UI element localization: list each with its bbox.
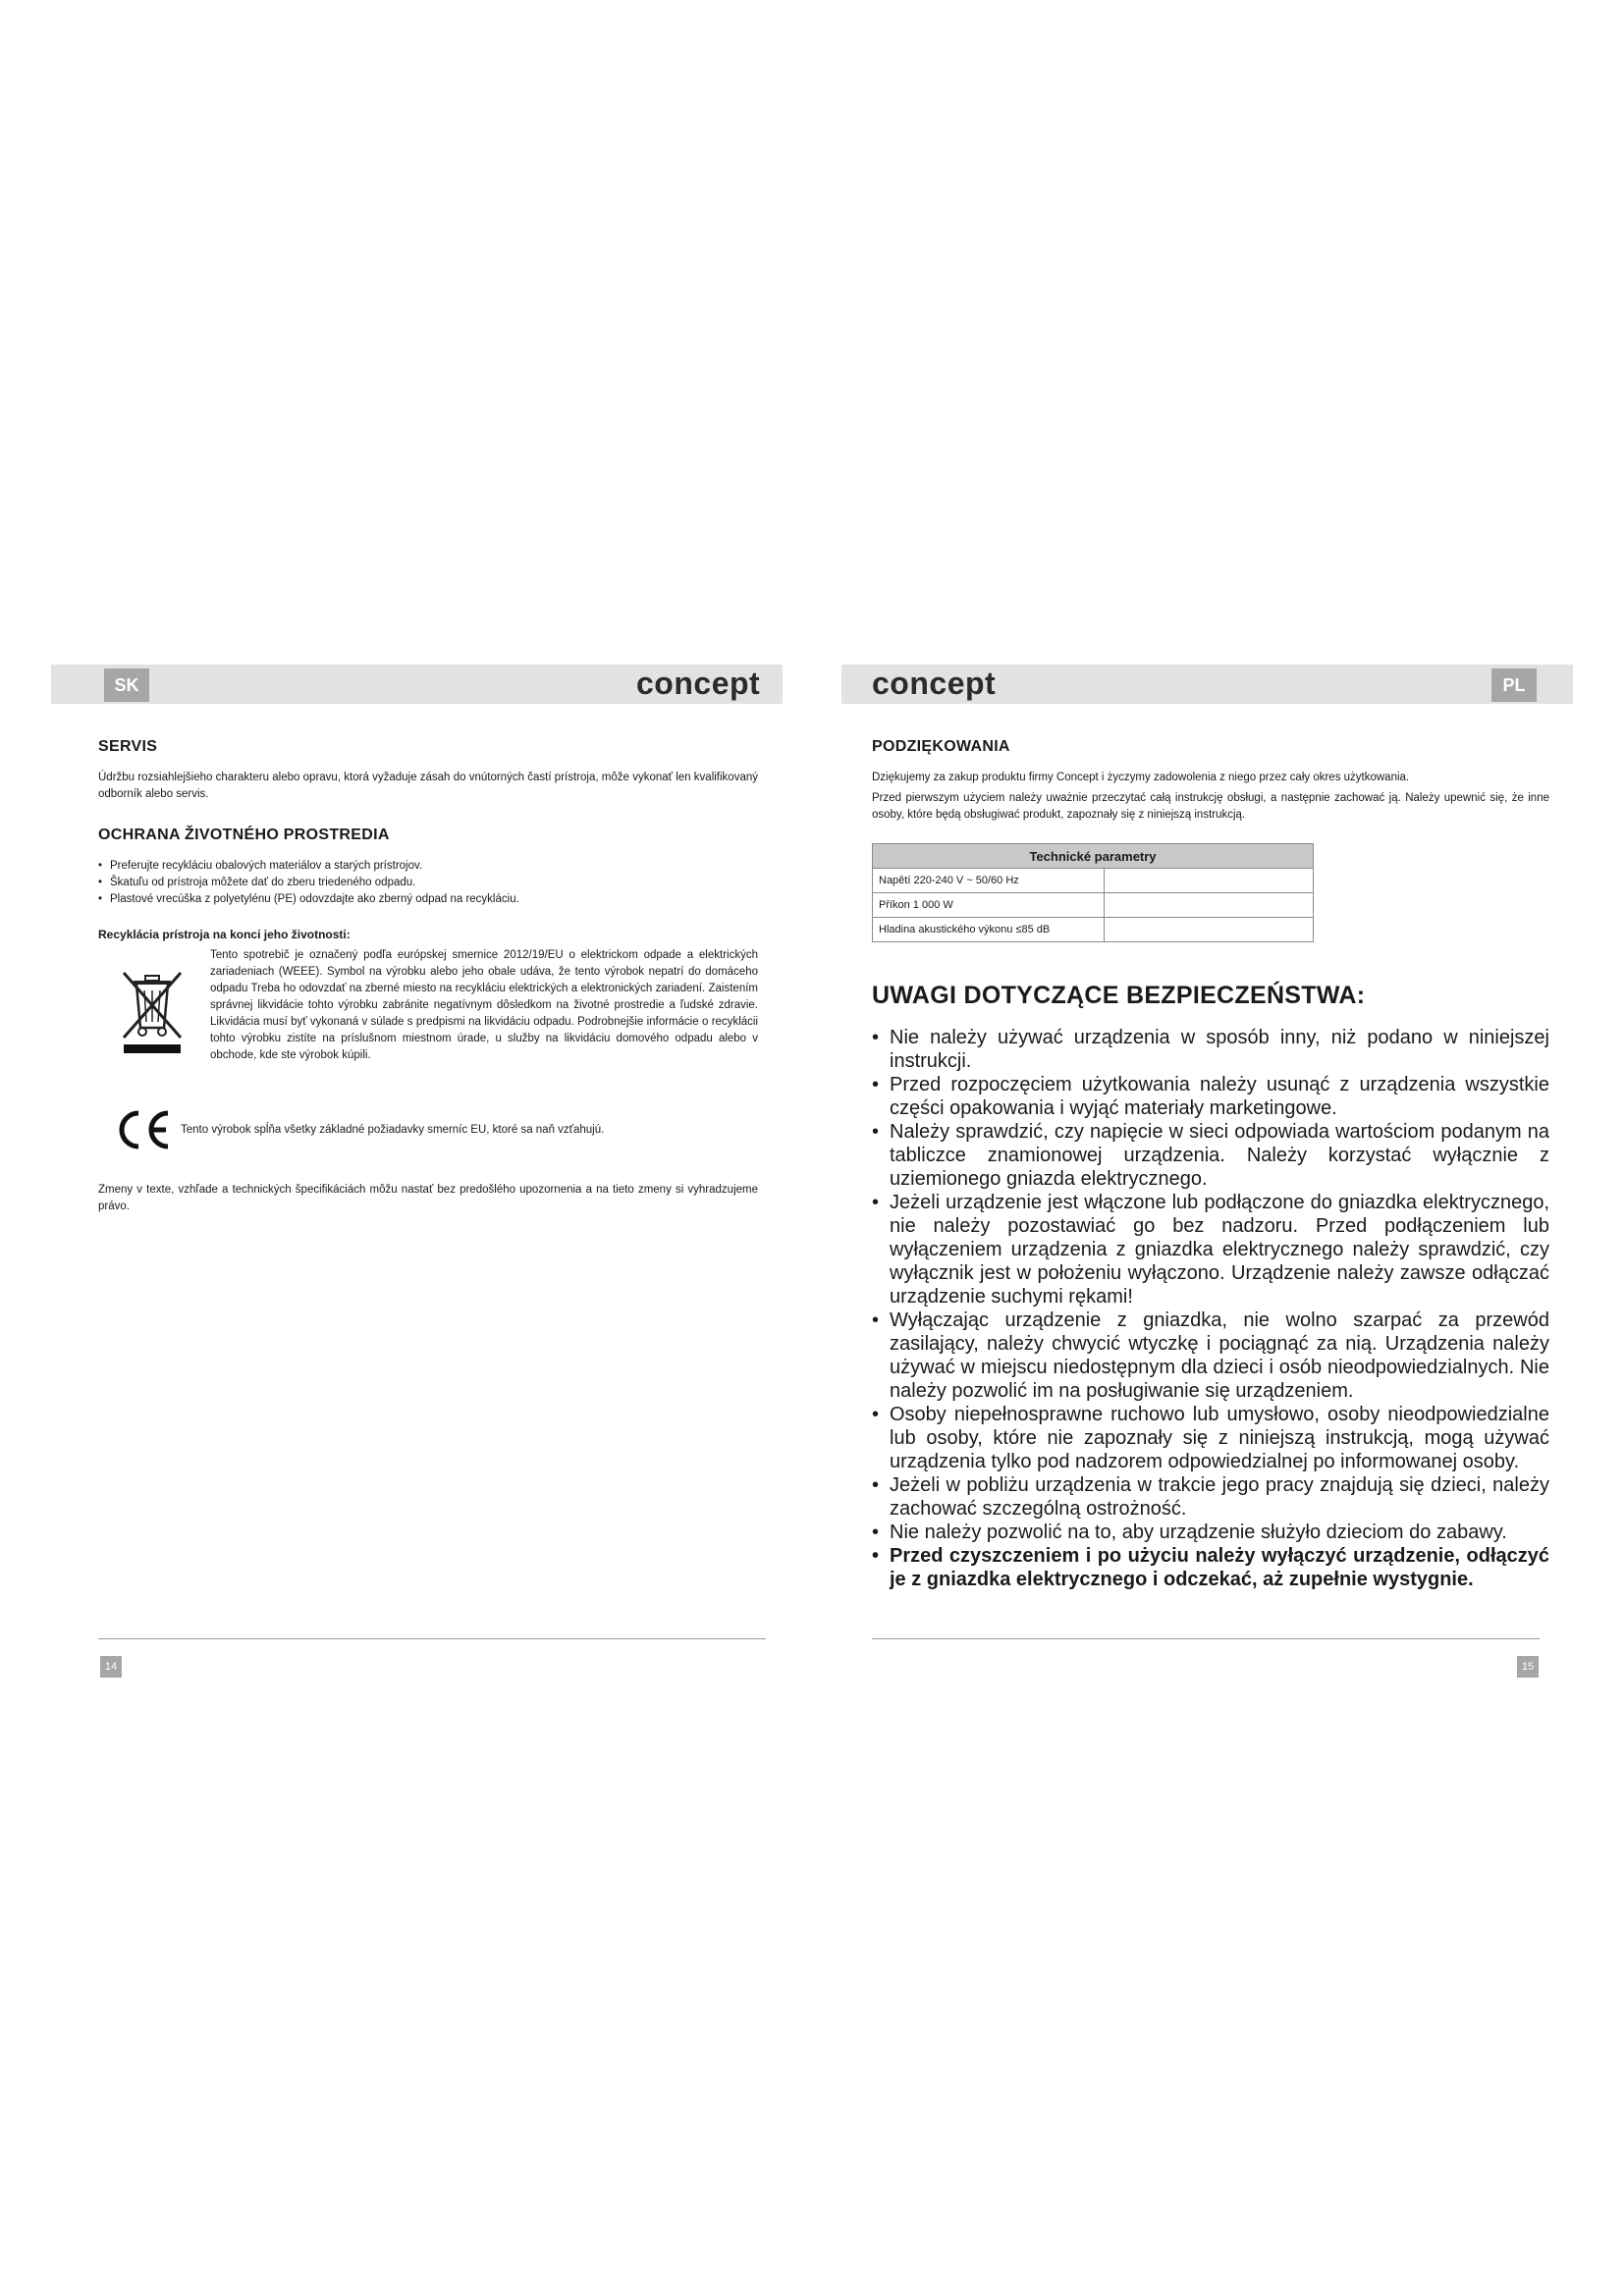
env-list [98, 858, 758, 908]
lang-badge-pl: PL [1491, 668, 1537, 702]
safety-heading: UWAGI DOTYCZĄCE BEZPIECZEŃSTWA: [872, 982, 1366, 1009]
table-cell: Hladina akustického výkonu ≤85 dB [873, 918, 1105, 942]
table-row [873, 893, 1314, 918]
table-cell-empty [1105, 918, 1314, 942]
footer-rule-right [872, 1638, 1540, 1639]
table-header: Technické parametry [873, 844, 1314, 869]
ce-mark-icon [112, 1107, 173, 1152]
right-page-content [872, 738, 1549, 1591]
servis-text: Údržbu rozsiahlejšieho charakteru alebo opravu, ktorá vyžaduje zásah do vnútorných častí prístroja, môže vykonať len kvalifikovaný odborník alebo servis. [98, 772, 758, 800]
list-item: • Plastové vrecúška z polyetylénu (PE) odovzdajte ako zberný odpad na recykláciu. [98, 891, 758, 908]
recycle-text: Tento spotrebič je označený podľa európskej smernice 2012/19/EU o elektrickom odpade a elektrických zariadeniach (WEEE). Symbol na výrobku alebo jeho obale udáva, že tento výrobok nepatrí do domáceho odpadu Treba ho odovzdať na zberné miesto na recykláciu elektrických a elektronických zariadení. Zaistením správnej likvidácie tohto výrobku zabránite negatívnym dôsledkom na životné prostredie a ľudské zdravie. Likvidácia musí byť vykonaná v súlade s predpismi na likvidáciu odpadu. Podrobnejšie informácie o recyklácii tohto výrobku zistíte na príslušnom miestnom úrade, u služby na likvidáciu domového odpadu alebo v obchode, kde ste výrobok kúpili. [210, 949, 758, 1061]
servis-heading: SERVIS [98, 738, 158, 755]
list-item: • Škatuľu od prístroja môžete dať do zberu triedeného odpadu. [98, 875, 758, 891]
table-row [873, 918, 1314, 942]
list-item: • Jeżeli w pobliżu urządzenia w trakcie jego pracy znajdują się dzieci, należy zachować szczególną ostrożność. [872, 1473, 1549, 1521]
recycle-heading: Recyklácia prístroja na konci jeho životnosti: [98, 928, 351, 941]
list-item: • Nie należy używać urządzenia w sposób inny, niż podano w niniejszej instrukcji. [872, 1026, 1549, 1073]
list-item: • Nie należy pozwolić na to, aby urządzenie służyło dzieciom do zabawy. [872, 1521, 1549, 1544]
table-row [873, 869, 1314, 893]
list-item: • Wyłączając urządzenie z gniazdka, nie wolno szarpać za przewód zasilający, należy chwycić wtyczkę i pociągnąć za nią. Urządzenia należy używać w miejscu niedostępnym dla dzieci i osób nieodpowiedzialnych. Nie należy pozwolić im na posługiwanie się urządzeniem. [872, 1308, 1549, 1403]
weee-block [98, 947, 758, 1064]
table-cell-empty [1105, 893, 1314, 918]
thanks-heading: PODZIĘKOWANIA [872, 738, 1010, 755]
footer-rule-left [98, 1638, 766, 1639]
list-item: • Należy sprawdzić, czy napięcie w sieci odpowiada wartościom podanym na tabliczce znamionowej urządzenia. Należy korzystać wyłącznie z uziemionego gniazda elektrycznego. [872, 1120, 1549, 1191]
page-number-right: 15 [1517, 1656, 1539, 1678]
list-item-bold: • Przed czyszczeniem i po użyciu należy wyłączyć urządzenie, odłączyć je z gniazdka elektrycznego i odczekać, aż zupełnie wystygnie. [872, 1544, 1549, 1591]
list-item: • Przed rozpoczęciem użytkowania należy usunąć z urządzenia wszystkie części opakowania i wyjąć materiały marketingowe. [872, 1073, 1549, 1120]
weee-bin-icon [116, 967, 189, 1055]
table-cell-empty [1105, 869, 1314, 893]
env-heading: OCHRANA ŽIVOTNÉHO PROSTREDIA [98, 827, 390, 843]
page-number-left: 14 [100, 1656, 122, 1678]
brand-logo-right: concept [872, 666, 997, 701]
ce-block [98, 1107, 758, 1152]
left-page-content [98, 738, 758, 1215]
safety-list [872, 1026, 1549, 1591]
thanks-text-1: Dziękujemy za zakup produktu firmy Concept i życzymy zadowolenia z niego przez cały okres użytkowania. [872, 772, 1410, 783]
thanks-text-2: Przed pierwszym użyciem należy uważnie przeczytać całą instrukcję obsługi, a następnie zachować ją. Należy upewnić się, że inne osoby, które będą obsługiwać produkt, zapoznały się z niniejszą instrukcją. [872, 792, 1549, 821]
ce-text: Tento výrobok spĺňa všetky základné požiadavky smerníc EU, ktoré sa naň vzťahujú. [181, 1123, 605, 1136]
lang-badge-sk: SK [104, 668, 149, 702]
changes-text: Zmeny v texte, vzhľade a technických špecifikáciách môžu nastať bez predošlého upozornenia a na tieto zmeny si vyhradzujeme právo. [98, 1184, 758, 1212]
tech-params-table [872, 843, 1314, 942]
list-item: • Jeżeli urządzenie jest włączone lub podłączone do gniazdka elektrycznego, nie należy pozostawiać go bez nadzoru. Przed podłączeniem lub wyłączeniem urządzenia z gniazdka elektrycznego należy sprawdzić, czy wyłącznik jest w położeniu wyłączono. Urządzenie należy zawsze odłączać urządzenie suchymi rękami! [872, 1191, 1549, 1308]
list-item: • Preferujte recykláciu obalových materiálov a starých prístrojov. [98, 858, 758, 875]
brand-logo-left: concept [636, 666, 761, 701]
table-cell: Napětí 220-240 V ~ 50/60 Hz [873, 869, 1105, 893]
table-cell: Příkon 1 000 W [873, 893, 1105, 918]
list-item: • Osoby niepełnosprawne ruchowo lub umysłowo, osoby nieodpowiedzialne lub osoby, które nie zapoznały się z niniejszą instrukcją, mogą używać urządzenia tylko pod nadzorem odpowiedzialnej po informowanej osoby. [872, 1403, 1549, 1473]
